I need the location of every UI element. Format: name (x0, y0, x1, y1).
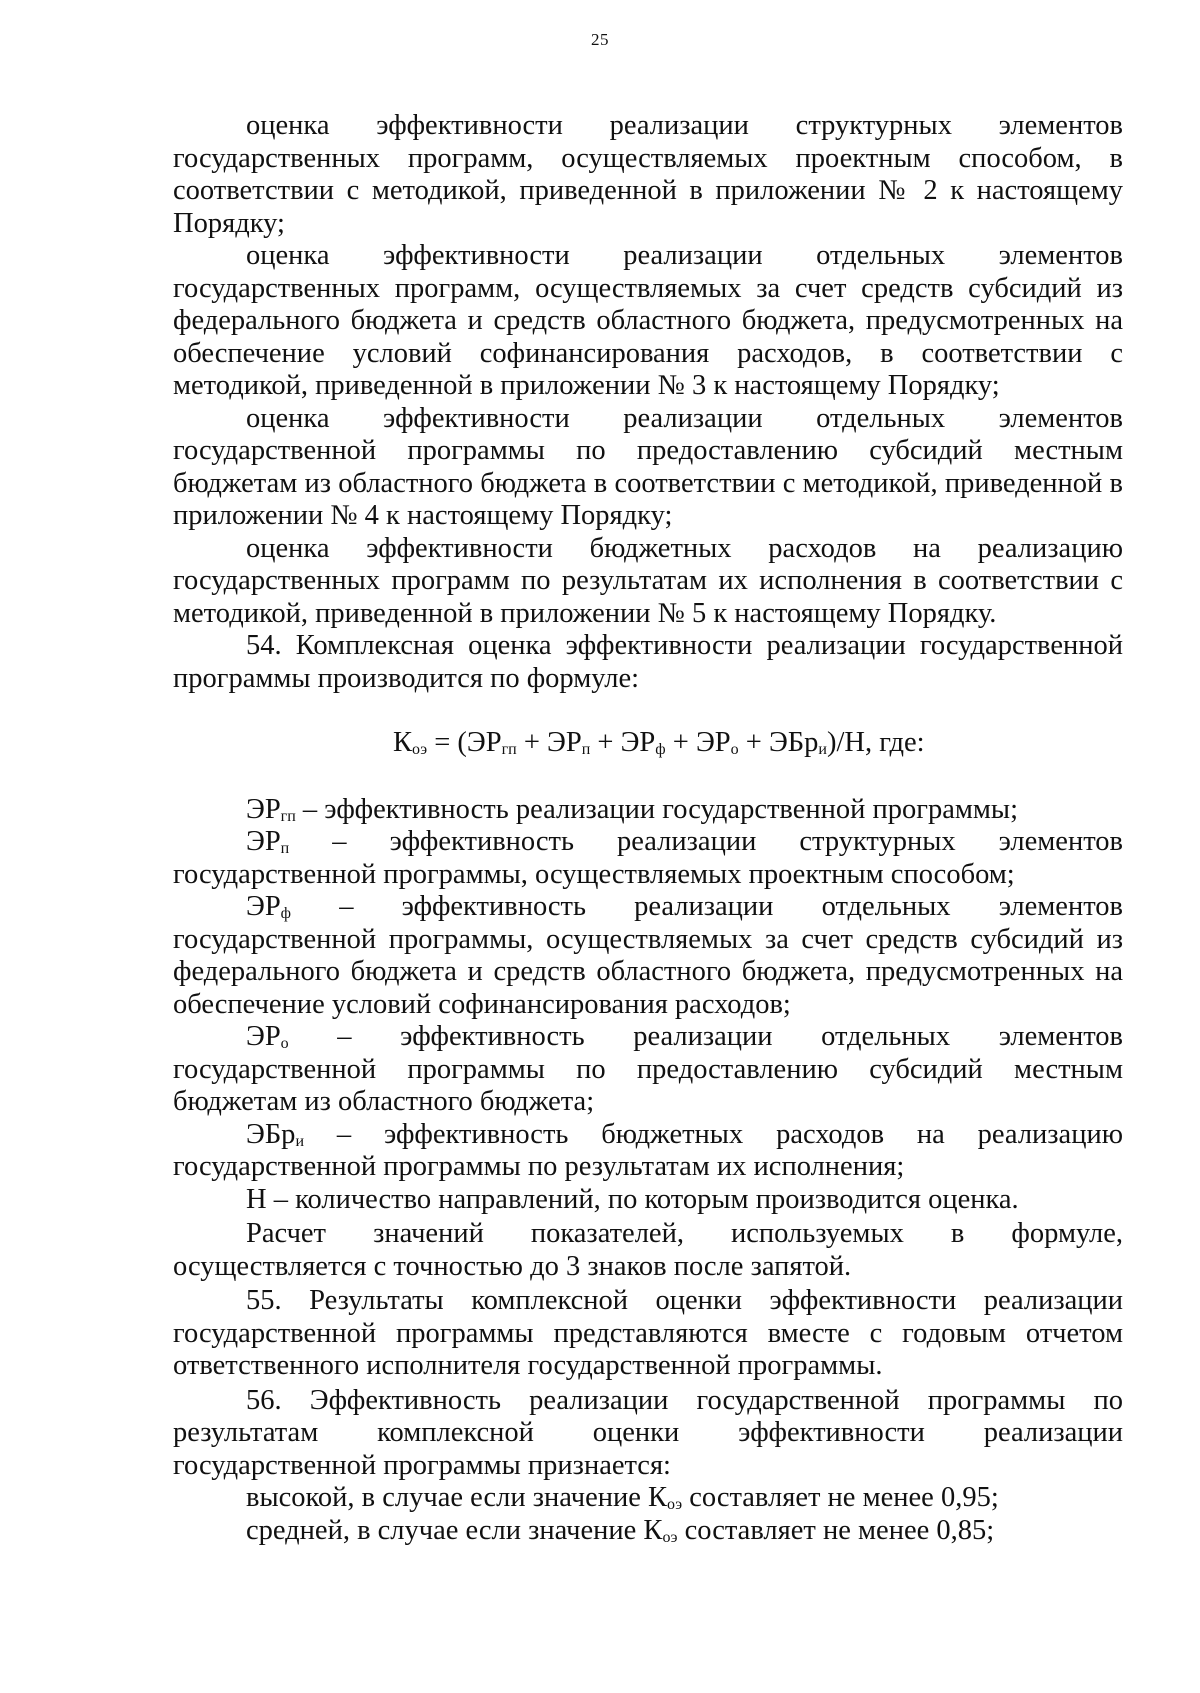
document-body (173, 110, 1123, 1547)
page-number: 25 (591, 30, 609, 49)
formula-k-sub: оэ (412, 741, 428, 758)
formula-ebr: ЭБр (768, 727, 819, 758)
formula-k: К (393, 727, 413, 758)
paragraph-55: 55. Результаты комплексной оценки эффективности реализации государственной программы представляются вместе с годовым отчетом ответственного исполнителя государственной программы. (173, 1285, 1123, 1381)
formula-f-sub: ф (655, 741, 666, 758)
definition-n: Н – количество направлений, по которым производится оценка. (246, 1183, 1019, 1215)
paragraph-structural-elements: оценка эффективности реализации структурных элементов государственных программ, осуществляемых проектным способом, в соответствии с методикой, приведенной в приложении № 2 к настоящему Порядку; (173, 110, 1123, 239)
formula-plus: + (665, 727, 696, 758)
formula-plus: + (590, 727, 621, 758)
paragraph-calc-precision: Расчет значений показателей, используемых в формуле, осуществляется с точностью до 3 знаков после запятой. (173, 1218, 1123, 1282)
formula-gp-sub: гп (501, 741, 517, 758)
formula-er-gp: ЭР (466, 727, 502, 758)
formula-eq: = ( (427, 727, 467, 758)
paragraph-56: 56. Эффективность реализации государственной программы по результатам комплексной оценки эффективности реализации государственной программы признается: (173, 1384, 1123, 1481)
paragraph-separate-elements: оценка эффективности реализации отдельных элементов государственных программ, осуществляемых за счет средств субсидий из федерального бюджета и средств областного бюджета, предусмотренных на обеспечение условий софинансирования расходов, в соответствии с методикой, приведенной в приложении № 3 к настоящему Порядку; (173, 240, 1123, 401)
formula-i-sub: и (818, 741, 827, 758)
formula-er-p: ЭР (547, 727, 582, 758)
definition-er-f: $ЭР_ф$ – эффективность реализации отдельных элементов государственной программы, осуществляемых за счет средств субсидий из федерального бюджета и средств областного бюджета, предусмотренных на обеспечение условий софинансирования расходов; (173, 891, 1123, 1020)
formula-er-o: ЭР (695, 727, 731, 758)
formula-tail: )/Н, где: (826, 727, 925, 758)
formula (173, 727, 1123, 760)
formula-o-sub: о (730, 741, 739, 758)
definition-ebr-i: ЭБр$_и$ – эффективность бюджетных расходов на реализацию государственной программы по результатам их исполнения; (173, 1118, 1123, 1182)
formula-plus: + (516, 727, 548, 758)
definition-er-gp: $ЭР_{гп}$ – эффективность реализации государственной программы; (246, 793, 1018, 825)
criterion-high: высокой, в случае если значение $К_{оэ}$ составляет не менее 0,95; (246, 1482, 999, 1513)
paragraph-54: 54. Комплексная оценка эффективности реализации государственной программы производится по формуле: (173, 630, 1123, 694)
paragraph-subsidies: оценка эффективности реализации отдельных элементов государственной программы по предоставлению субсидий местным бюджетам из областного бюджета в соответствии с методикой, приведенной в приложении № 4 к настоящему Порядку; (173, 402, 1123, 531)
formula-plus: + (738, 727, 769, 758)
definition-er-p: $ЭР_п$ – эффективность реализации структурных элементов государственной программы, осуществляемых проектным способом; (173, 826, 1123, 890)
criterion-medium: средней, в случае если значение $К_{оэ}$ составляет не менее 0,85; (246, 1514, 995, 1546)
formula-p-sub: п (581, 741, 591, 758)
formula-er-f: ЭР (620, 727, 656, 758)
paragraph-budget-expenses: оценка эффективности бюджетных расходов на реализацию государственных программ по результатам их исполнения в соответствии с методикой, приведенной в приложении № 5 к настоящему Порядку. (173, 532, 1123, 629)
definition-er-o: $ЭР_о$ – эффективность реализации отдельных элементов государственной программы по предоставлению субсидий местным бюджетам из областного бюджета; (173, 1021, 1123, 1117)
